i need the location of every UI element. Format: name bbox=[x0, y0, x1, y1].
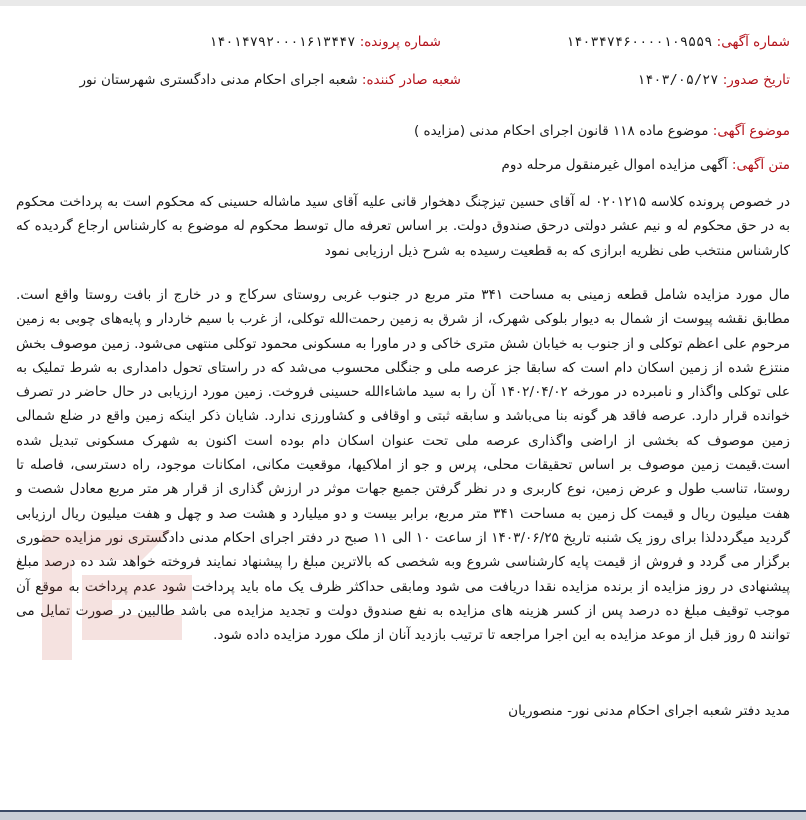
issuer-label: شعبه صادر کننده: bbox=[361, 72, 461, 88]
ad-number-label: شماره آگهی: bbox=[716, 34, 790, 50]
signature-line: مدید دفتر شعبه اجرای احکام مدنی نور- منصوریان bbox=[508, 703, 790, 719]
issuer bbox=[80, 72, 461, 88]
subject-label: موضوع آگهی: bbox=[712, 123, 790, 139]
bottom-border bbox=[0, 812, 806, 820]
case-number-label: شماره پرونده: bbox=[359, 34, 441, 50]
issuer-value: شعبه اجرای احکام مدنی دادگستری شهرستان نور bbox=[79, 72, 358, 88]
case-number bbox=[209, 34, 441, 50]
issue-date bbox=[637, 72, 790, 88]
paragraph-property-details: مال مورد مزایده شامل قطعه زمینی به مساحت ۳۴۱ متر مربع در جنوب غربی روستای سرکاج و در خارج از بافت روستا واقع است. مطابق نقشه پیوست از شمال به دیوار بلوکی شهرک، از شرق به زمین رحمت‌الله توکلی، از غرب با سیم خاردار و پایه‌های چوبی به زمین مرحوم علی اعظم توکلی و از جنوب به خیابان شش متری خاکی و در ماورا به مسکونی محمود توکلی منتهی می‌شود. زمین موصوف بخش منتزع شده از زمین اسکان دام است که سابقا جز عرصه ملی و جنگلی محسوب می‌شد که در راستای تحول دامداری به شرط تملیک به علی توکلی واگذار و نامبرده در مورخه ۱۴۰۲/۰۴/۰۲ آن را به سید ماشاءالله حسینی فروخت. زمین مورد ارزیابی در حال حاضر در تصرف خوانده قرار دارد. عرصه فاقد هر گونه بنا می‌باشد و سابقه ثبتی و اوقافی و کشاورزی ندارد. شایان ذکر اینکه زمین واقع در ضلع شمالی زمین موصوف که بخشی از اراضی واگذاری عرصه ملی تحت عنوان اسکان دام بوده است اکنون به شهرک مسکونی تبدیل شده است.قیمت زمین موصوف بر اساس تحقیقات محلی، پرس و جو از املاکیها، موقعیت مکانی، امکانات موجود، راه دسترسی، فاصله تا روستا، تناسب طول و عرض زمین، نوع کاربری و در نظر گرفتن جمیع جهات موثر در ارزش گذاری از قرار هر متر مربع معادل شصت و هفت میلیون ریال و قیمت کل زمین به مساحت ۳۴۱ متر مربع، برابر بیست و دو میلیارد و هشت صد و چهل و هفت میلیون ریال ارزیابی گردید میگرددلذا برای روز یک شنبه تاریخ ۱۴۰۳/۰۶/۲۵ از ساعت ۱۰ الی ۱۱ صبح در دفتر اجرای احکام مدنی دادگستری نور مزایده حضوری برگزار می گردد و فروش از قیمت پایه کارشناسی شروع وبه شخصی که بالاترین مبلغ را پیشنهاد نمایند فروخته خواهد شد ده درصد مبلغ پیشنهادی در روز مزایده از برنده مزایده نقدا دریافت می شود ومابقی حداکثر ظرف یک ماه باید پرداخت شود عدم پرداخت به موقع آن موجب توقیف مبلغ ده درصد پس از کسر هزینه های مزایده به نفع صندوق دولت و تجدید مزایده می باشد طالبین در صورت تمایل می توانند ۵ روز قبل از موعد مزایده به این اجرا مراجعه تا ترتیب بازدید آنان از ملک مورد مزایده داده شود. bbox=[16, 287, 790, 644]
case-number-value: ۱۴۰۱۴۷۹۲۰۰۰۱۶۱۳۴۴۷ bbox=[209, 34, 356, 50]
ad-number-value: ۱۴۰۳۴۷۴۶۰۰۰۰۱۰۹۵۵۹ bbox=[566, 34, 713, 50]
issue-date-value: ۱۴۰۳/۰۵/۲۷ bbox=[637, 72, 719, 88]
paragraph-case-summary: در خصوص پرونده کلاسه ۰۲۰۱۲۱۵ له آقای حسین تیزچنگ دهخوار قانی علیه آقای سید ماشاله حسینی که محکوم است به پرداخت محکوم به در حق محکوم له و نیم عشر دولتی درحق صندوق دولت. بر اساس تعرفه مال توسط محکوم له موضوع به کارشناس ارجاع گردیده که کارشناس منتخب طی نظریه ابرازی که به قطعیت رسیده به شرح ذیل ارزیابی نمود bbox=[16, 194, 790, 259]
ad-text-title: آگهی مزایده اموال غیرمنقول مرحله دوم bbox=[501, 157, 728, 173]
subject-value: موضوع ماده ۱۱۸ قانون اجرای احکام مدنی (مزایده ) bbox=[413, 123, 709, 139]
ad-number bbox=[566, 34, 790, 50]
ad-text-label: متن آگهی: bbox=[731, 157, 790, 173]
issue-date-label: تاریخ صدور: bbox=[722, 72, 790, 88]
top-border bbox=[0, 0, 806, 6]
ad-text-heading bbox=[502, 157, 790, 173]
subject bbox=[414, 123, 790, 139]
